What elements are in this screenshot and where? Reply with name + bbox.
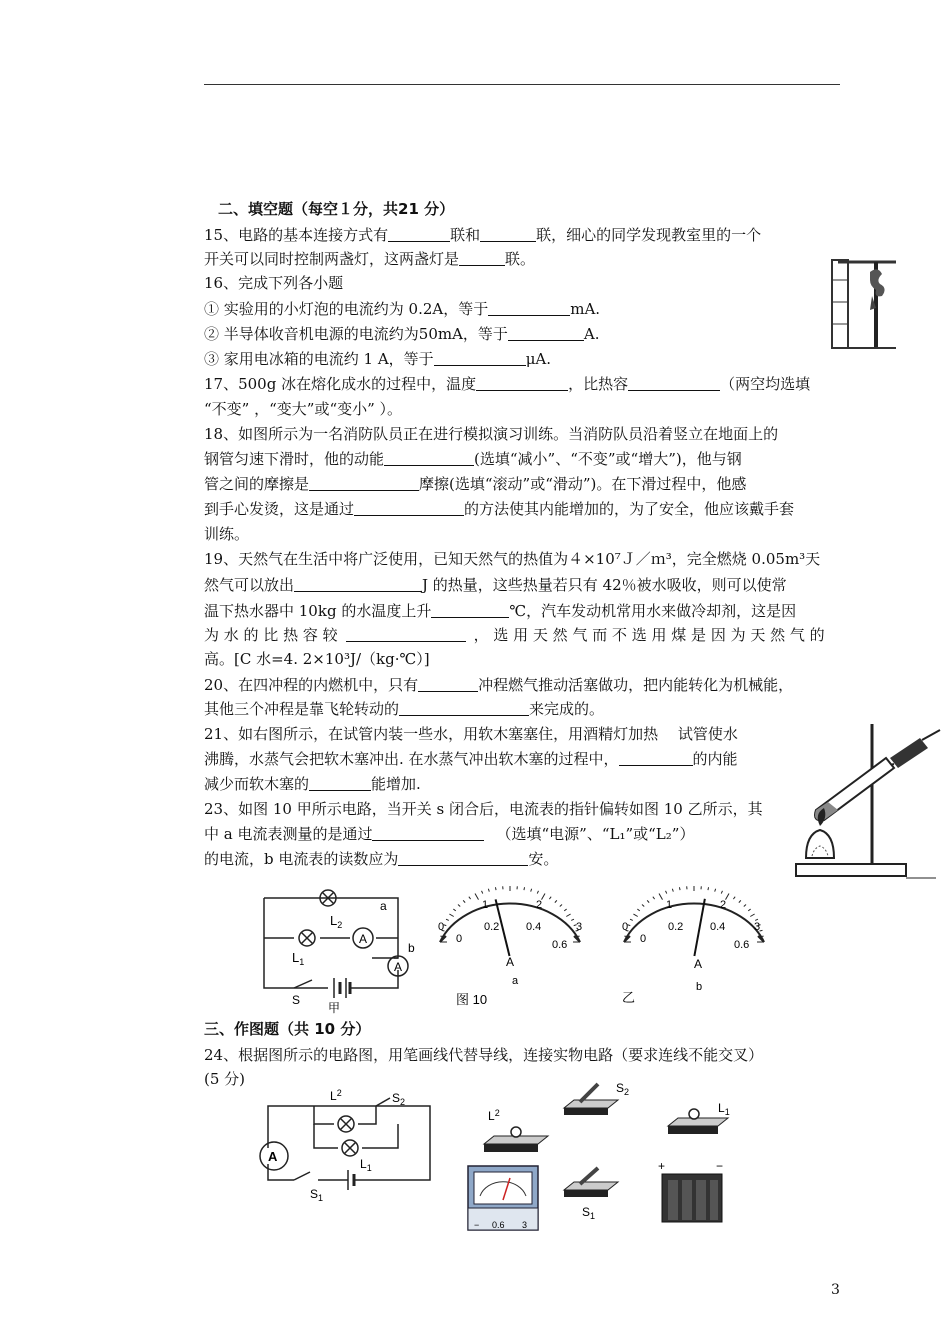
tick-label: 0.4	[526, 921, 542, 933]
dial-tick	[449, 914, 453, 917]
dial-tick	[446, 919, 449, 920]
label-L2: $L^2$	[330, 1088, 342, 1103]
question-16-item-2: ② 半导体收音机电源的电流约为50mA，等于 A.	[204, 325, 600, 343]
label-b: b	[408, 941, 415, 955]
answer-blank[interactable]	[388, 225, 450, 242]
tick-label: 0.6	[734, 939, 750, 951]
ammeter-a-symbol: A	[359, 932, 368, 946]
firefighter-pole-figure	[830, 258, 900, 350]
question-23-line-3: 的电流，b 电流表的读数应为 安。	[204, 850, 559, 868]
answer-blank[interactable]	[431, 601, 509, 618]
answer-blank[interactable]	[354, 499, 464, 516]
dial-tick	[642, 905, 644, 907]
dial-tick	[537, 891, 538, 894]
tick-label: 0.4	[710, 921, 726, 933]
range-neg: −	[474, 1220, 480, 1230]
question-20-line-1: 20、在四冲程的内燃机中，只有 冲程燃气推动活塞做功，把内能转化为机械能，	[204, 676, 794, 694]
label-a: a	[380, 899, 387, 913]
dial-tick	[524, 887, 525, 890]
ammeter-dial-a	[438, 886, 582, 987]
dial-tick	[482, 891, 483, 894]
tick-label: 0	[456, 933, 463, 945]
ammeter-b-symbol: A	[394, 960, 403, 974]
dial-tick	[469, 897, 471, 899]
answer-blank[interactable]	[346, 625, 466, 642]
meter-unit-a: A	[506, 955, 515, 969]
dial-tick	[549, 897, 551, 899]
header-rule	[204, 84, 840, 85]
question-17-line-2: “不变” ，“变大”或“变小” ）。	[204, 400, 403, 418]
dial-tick	[458, 905, 460, 907]
label-L1-real: $L_1$	[718, 1101, 730, 1117]
dial-tick	[564, 909, 566, 911]
question-19-line-3: 温下热水器中 10kg 的水温度上升 ℃，汽车发动机常用水来做冷却剂，这是因	[204, 602, 797, 620]
page-number: 3	[831, 1282, 840, 1298]
label-S2-real: $S_2$	[616, 1081, 630, 1097]
battery-box	[658, 1159, 723, 1222]
dial-tick	[750, 914, 754, 917]
question-21-line-2: 沸腾，水蒸气会把软木塞冲出. 在水蒸气冲出软木塞的过程中， 的内能	[204, 750, 738, 768]
ammeter-dial-b	[622, 886, 764, 993]
answer-blank[interactable]	[480, 225, 536, 242]
question-18-line-2: 钢管匀速下滑时，他的动能 (选填“减小”、“不变”或“增大”)，他与钢	[204, 450, 742, 468]
label-S2: $S_2$	[392, 1091, 406, 1107]
dial-tick	[637, 909, 639, 911]
dial-tick	[488, 889, 489, 892]
label-L2-real: $L^2$	[488, 1108, 500, 1123]
answer-blank[interactable]	[619, 749, 693, 766]
dial-tick	[566, 914, 570, 917]
question-19-line-1: 19、天然气在生活中将广泛使用，已知天然气的热值为４×10⁷Ｊ／ｍ³，完全燃烧 0.05m³天	[204, 550, 821, 568]
question-21-line-1: 21、如右图所示，在试管内装一些水，用软木塞塞住，用酒精灯加热 试管使水	[204, 725, 738, 743]
question-23-line-2: 中 a 电流表测量的是通过 （选填“电源”、“L₁”或“L₂”）	[204, 825, 695, 843]
question-18-line-3: 管之间的摩擦是 摩擦(选填“滚动”或“滑动”)。在下滑过程中，他感	[204, 475, 747, 493]
dial-tick	[453, 909, 455, 911]
battery-positive: +	[658, 1159, 666, 1173]
tick-label: 0	[622, 921, 629, 933]
label-jia: 甲	[328, 1001, 341, 1015]
dial-tick	[531, 889, 532, 892]
answer-blank[interactable]	[398, 849, 528, 866]
needle-b	[694, 899, 704, 956]
tick-label: 2	[720, 899, 727, 911]
dial-tick	[744, 905, 746, 907]
dial-tick	[748, 909, 750, 911]
answer-blank[interactable]	[434, 349, 526, 366]
bulb-L1-base	[668, 1101, 730, 1134]
question-24-line-1: 24、根据图所示的电路图，用笔画线代替导线，连接实物电路（要求连线不能交叉）	[204, 1046, 764, 1064]
question-16-title: 16、完成下列各小题	[204, 274, 344, 292]
tick-label: 0.6	[552, 939, 568, 951]
question-16-item-1: ① 实验用的小灯泡的电流约为 0.2A，等于 mA.	[204, 300, 601, 318]
label-yi: 乙	[622, 990, 636, 1005]
answer-blank[interactable]	[628, 374, 720, 391]
question-23-line-1: 23、如图 10 甲所示电路，当开关 s 闭合后，电流表的指针偏转如图 10 乙所示，其	[204, 800, 763, 818]
question-18-line-1: 18、如图所示为一名消防队员正在进行模拟演习训练。当消防队员沿着竖立在地面上的	[204, 425, 779, 443]
dial-tick	[666, 891, 667, 894]
question-15-line-2: 开关可以同时控制两盏灯，这两盏灯是 联。	[204, 250, 536, 268]
dial-tick	[555, 900, 557, 902]
dial-tick	[475, 894, 479, 900]
question-17-line-1: 17、500g 冰在熔化成水的过程中，温度 ，比热容 （两空均选填	[204, 375, 811, 393]
question-16-item-3: ③ 家用电冰箱的电流约 1 A，等于 μA.	[204, 350, 552, 368]
label-L1: $L_1$	[292, 950, 305, 967]
bulb-L2-base	[484, 1108, 548, 1152]
question-18-line-4: 到手心发烫，这是通过 的方法使其内能增加的，为了安全，他应该戴手套	[204, 500, 795, 518]
answer-blank[interactable]	[384, 449, 474, 466]
dial-tick	[653, 897, 655, 899]
dial-tick	[630, 919, 633, 920]
answer-blank[interactable]	[476, 374, 568, 391]
dial-tick	[708, 887, 709, 890]
meter-label-a: a	[512, 975, 519, 987]
dial-tick	[739, 900, 741, 902]
answer-blank[interactable]	[399, 699, 529, 716]
label-S1: $S_1$	[310, 1187, 324, 1203]
meter-unit-b: A	[694, 957, 703, 971]
question-15-line-1: 15、电路的基本连接方式有 联和 联，细心的同学发现教室里的一个	[204, 226, 762, 244]
tick-label: 3	[754, 921, 761, 933]
answer-blank[interactable]	[294, 575, 422, 592]
label-L1: $L_1$	[360, 1157, 372, 1173]
dial-tick	[679, 887, 680, 890]
tick-label: 2	[536, 899, 543, 911]
circuit-diagram-24	[260, 1098, 430, 1190]
figure-10	[250, 880, 770, 1015]
label-S1-real: $S_1$	[582, 1205, 596, 1221]
dial-tick	[733, 897, 735, 899]
dial-tick	[715, 889, 716, 892]
question-20-line-2: 其他三个冲程是靠飞轮转动的 来完成的。	[204, 700, 605, 718]
switch-S1	[564, 1168, 618, 1221]
dial-tick	[633, 914, 637, 917]
question-19-line-5: 高。[C 水=4. 2×10³J/（kg·℃）]	[204, 650, 430, 668]
answer-blank[interactable]	[372, 824, 484, 841]
question-19-line-2: 然气可以放出 J 的热量，这些热量若只有 42％被水吸收，则可以使常	[204, 576, 787, 594]
tick-label: 0.2	[484, 921, 500, 933]
label-L2: $L_2$	[330, 913, 343, 930]
answer-blank[interactable]	[309, 774, 371, 791]
tick-label: 1	[666, 899, 673, 911]
dial-tick	[495, 887, 496, 890]
tick-label: 0.2	[668, 921, 684, 933]
dial-tick	[659, 894, 663, 900]
tick-label: 0	[640, 933, 647, 945]
test-tube-heating-figure	[786, 718, 942, 884]
question-18-line-5: 训练。	[204, 525, 250, 543]
section-title: 二、填空题（每空１分，共21 分）	[218, 200, 455, 218]
range-3: 3	[522, 1220, 528, 1230]
tick-label: 3	[576, 921, 583, 933]
dial-tick	[571, 919, 574, 920]
question-19-line-4: 为 水 的 比 热 容 较 ， 选 用 天 然 气 而 不 选 用 煤 是 因 为 天 然 气 的	[204, 626, 825, 644]
dial-tick	[463, 900, 465, 902]
answer-blank[interactable]	[418, 675, 478, 692]
ammeter-symbol: A	[268, 1149, 278, 1164]
question-24-line-2: (5 分)	[204, 1070, 246, 1088]
tick-label: 1	[482, 899, 489, 911]
answer-blank[interactable]	[459, 249, 505, 266]
dial-tick	[721, 891, 722, 894]
figure-10-caption: 图 10	[456, 992, 488, 1007]
range-0.6: 0.6	[492, 1220, 505, 1230]
dial-tick	[560, 905, 562, 907]
meter-label-b: b	[696, 981, 703, 993]
question-21-line-3: 减少而软木塞的 能增加.	[204, 775, 421, 793]
tick-label: 0	[438, 921, 445, 933]
answer-blank[interactable]	[309, 474, 419, 491]
label-S: S	[292, 993, 301, 1007]
section-title: 三、作图题（共 10 分）	[204, 1020, 371, 1038]
ammeter-device	[468, 1166, 538, 1230]
figure-24	[248, 1081, 778, 1238]
answer-blank[interactable]	[488, 299, 570, 316]
switch-S2	[564, 1081, 629, 1115]
dial-tick	[672, 889, 673, 892]
answer-blank[interactable]	[508, 324, 584, 341]
battery-negative: −	[716, 1159, 724, 1173]
dial-tick	[647, 900, 649, 902]
